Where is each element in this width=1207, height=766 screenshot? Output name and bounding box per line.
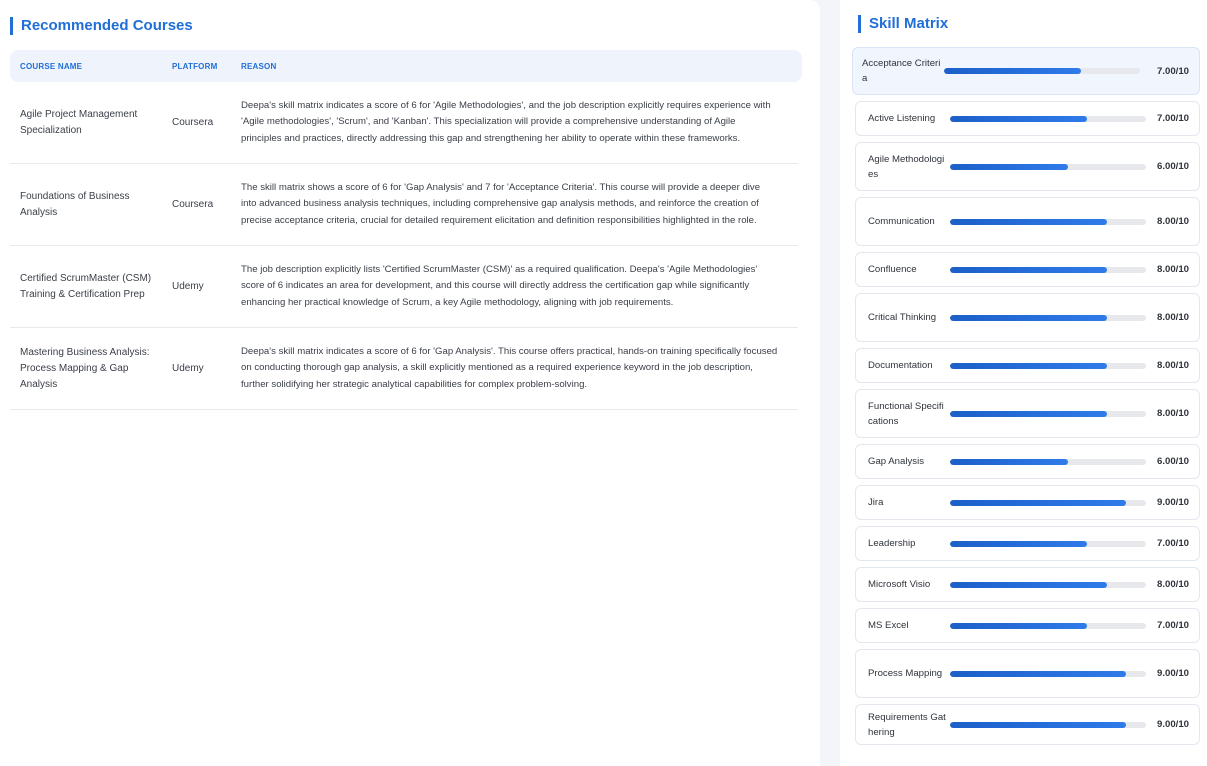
skill-bar-fill <box>950 363 1107 369</box>
skill-item[interactable] <box>855 197 1200 246</box>
skill-name: MS Excel <box>868 620 909 631</box>
skill-score: 7.00/10 <box>1156 538 1189 549</box>
skill-bar-track <box>950 267 1146 273</box>
skill-bar-fill <box>950 500 1126 506</box>
skill-bar-track <box>950 541 1146 547</box>
skill-item[interactable] <box>855 608 1200 643</box>
course-platform: Udemy <box>172 362 204 374</box>
skill-score: 8.00/10 <box>1156 264 1189 275</box>
skill-list <box>855 47 1200 751</box>
skill-item[interactable] <box>852 47 1200 95</box>
skill-item[interactable] <box>855 444 1200 479</box>
table-row[interactable] <box>10 328 798 410</box>
course-platform: Coursera <box>172 198 214 210</box>
skill-matrix-title: Skill Matrix <box>858 15 948 33</box>
course-name: Foundations of Business Analysis <box>20 190 130 218</box>
course-name: Certified ScrumMaster (CSM) Training & Certification Prep <box>20 272 152 300</box>
table-row[interactable] <box>10 164 798 246</box>
skill-score: 8.00/10 <box>1156 408 1189 419</box>
skill-bar-track <box>950 459 1146 465</box>
skill-item[interactable] <box>855 485 1200 520</box>
skill-bar-fill <box>950 116 1087 122</box>
skill-item[interactable] <box>855 649 1200 698</box>
skill-bar-fill <box>950 671 1126 677</box>
skill-name: Requirements Gathering <box>868 711 946 738</box>
skill-name: Gap Analysis <box>868 456 924 467</box>
skill-bar-fill <box>950 582 1107 588</box>
skill-bar-track <box>950 363 1146 369</box>
skill-bar-fill <box>944 68 1081 74</box>
skill-name: Communication <box>868 216 935 227</box>
table-row[interactable] <box>10 246 798 328</box>
column-header-course-name[interactable]: COURSE NAME <box>20 61 83 71</box>
skill-item[interactable] <box>855 101 1200 136</box>
skill-bar-fill <box>950 722 1126 728</box>
skill-name: Jira <box>868 497 884 508</box>
skill-score: 8.00/10 <box>1156 579 1189 590</box>
skill-item[interactable] <box>855 348 1200 383</box>
skill-score: 9.00/10 <box>1156 668 1189 679</box>
skill-bar-fill <box>950 411 1107 417</box>
skill-name: Documentation <box>868 360 933 371</box>
courses-table <box>10 50 802 410</box>
skill-name: Confluence <box>868 264 917 275</box>
skill-bar-fill <box>950 219 1107 225</box>
skill-bar-track <box>950 671 1146 677</box>
course-platform: Udemy <box>172 280 204 292</box>
skill-bar-fill <box>950 623 1087 629</box>
column-header-platform[interactable]: PLATFORM <box>172 61 218 71</box>
skill-bar-track <box>950 722 1146 728</box>
skill-bar-fill <box>950 459 1068 465</box>
skill-item[interactable] <box>855 252 1200 287</box>
skill-item[interactable] <box>855 704 1200 745</box>
skill-name: Leadership <box>868 538 916 549</box>
skill-score: 6.00/10 <box>1156 456 1189 467</box>
course-reason: The skill matrix shows a score of 6 for 'Gap Analysis' and 7 for 'Acceptance Criteria'. This course will provide a deeper dive into advanced business analysis techniques, including comprehensive gap analysis methods, and reinforce the creation of precise acceptance criteria, crucial for detailed requirement elicitation and definition responsibilities highlighted in the role. <box>241 182 761 226</box>
table-row[interactable] <box>10 82 798 164</box>
column-header-reason[interactable]: REASON <box>241 61 277 71</box>
skill-bar-track <box>950 582 1146 588</box>
skill-name: Active Listening <box>868 113 936 124</box>
skill-score: 9.00/10 <box>1156 497 1189 508</box>
skill-name: Acceptance Criteria <box>862 58 941 84</box>
skill-bar-track <box>944 68 1140 74</box>
skill-item[interactable] <box>855 526 1200 561</box>
skill-score: 8.00/10 <box>1156 360 1189 371</box>
skill-bar-track <box>950 500 1146 506</box>
skill-score: 8.00/10 <box>1156 312 1189 323</box>
skill-name: Microsoft Visio <box>868 579 931 590</box>
skill-score: 7.00/10 <box>1156 620 1189 631</box>
skill-item[interactable] <box>855 567 1200 602</box>
course-name: Agile Project Management Specialization <box>20 108 138 136</box>
skill-bar-fill <box>950 315 1107 321</box>
skill-bar-fill <box>950 164 1068 170</box>
courses-table-header <box>10 50 802 82</box>
skill-score: 9.00/10 <box>1156 719 1189 730</box>
skill-bar-fill <box>950 541 1087 547</box>
recommended-courses-title: Recommended Courses <box>10 17 193 35</box>
skill-score: 6.00/10 <box>1156 161 1189 172</box>
skill-bar-track <box>950 164 1146 170</box>
course-reason: The job description explicitly lists 'Certified ScrumMaster (CSM)' as a required qualification. Deepa's 'Agile Methodologies' score of 6 indicates an area for development, and this course will directly address the certification gap while significantly enhancing her practical knowledge of Scrum, a key Agile methodology, aligning with job requirements. <box>241 264 758 308</box>
skill-item[interactable] <box>855 142 1200 191</box>
skill-name: Agile Methodologies <box>868 153 945 180</box>
skill-name: Critical Thinking <box>868 312 937 323</box>
skill-score: 8.00/10 <box>1156 216 1189 227</box>
skill-bar-fill <box>950 267 1107 273</box>
skill-name: Functional Specifications <box>868 400 944 427</box>
skill-name: Process Mapping <box>868 668 943 679</box>
skill-score: 7.00/10 <box>1156 65 1189 77</box>
skill-bar-track <box>950 623 1146 629</box>
skill-bar-track <box>950 411 1146 417</box>
skill-item[interactable] <box>855 293 1200 342</box>
skill-bar-track <box>950 219 1146 225</box>
skill-bar-track <box>950 315 1146 321</box>
course-platform: Coursera <box>172 116 214 128</box>
skill-matrix-panel <box>840 0 1207 766</box>
course-name: Mastering Business Analysis: Process Mapping & Gap Analysis <box>20 346 150 390</box>
skill-item[interactable] <box>855 389 1200 438</box>
skill-bar-track <box>950 116 1146 122</box>
skill-score: 7.00/10 <box>1156 113 1189 124</box>
course-reason: Deepa's skill matrix indicates a score of 6 for 'Gap Analysis'. This course offers practical, hands-on training specifically focused on conducting thorough gap analysis, a skill explicitly mentioned as a required experience keyword in the job description, further solidifying her strategic analytical capabilities for complex problem-solving. <box>241 346 778 390</box>
course-reason: Deepa's skill matrix indicates a score of 6 for 'Agile Methodologies', and the job description explicitly requires experience with 'Agile methodologies', 'Scrum', and 'Kanban'. This specialization will provide a comprehensive understanding of Agile principles and practices, directly addressing this gap and strengthening her ability to operate within these frameworks. <box>241 100 771 144</box>
